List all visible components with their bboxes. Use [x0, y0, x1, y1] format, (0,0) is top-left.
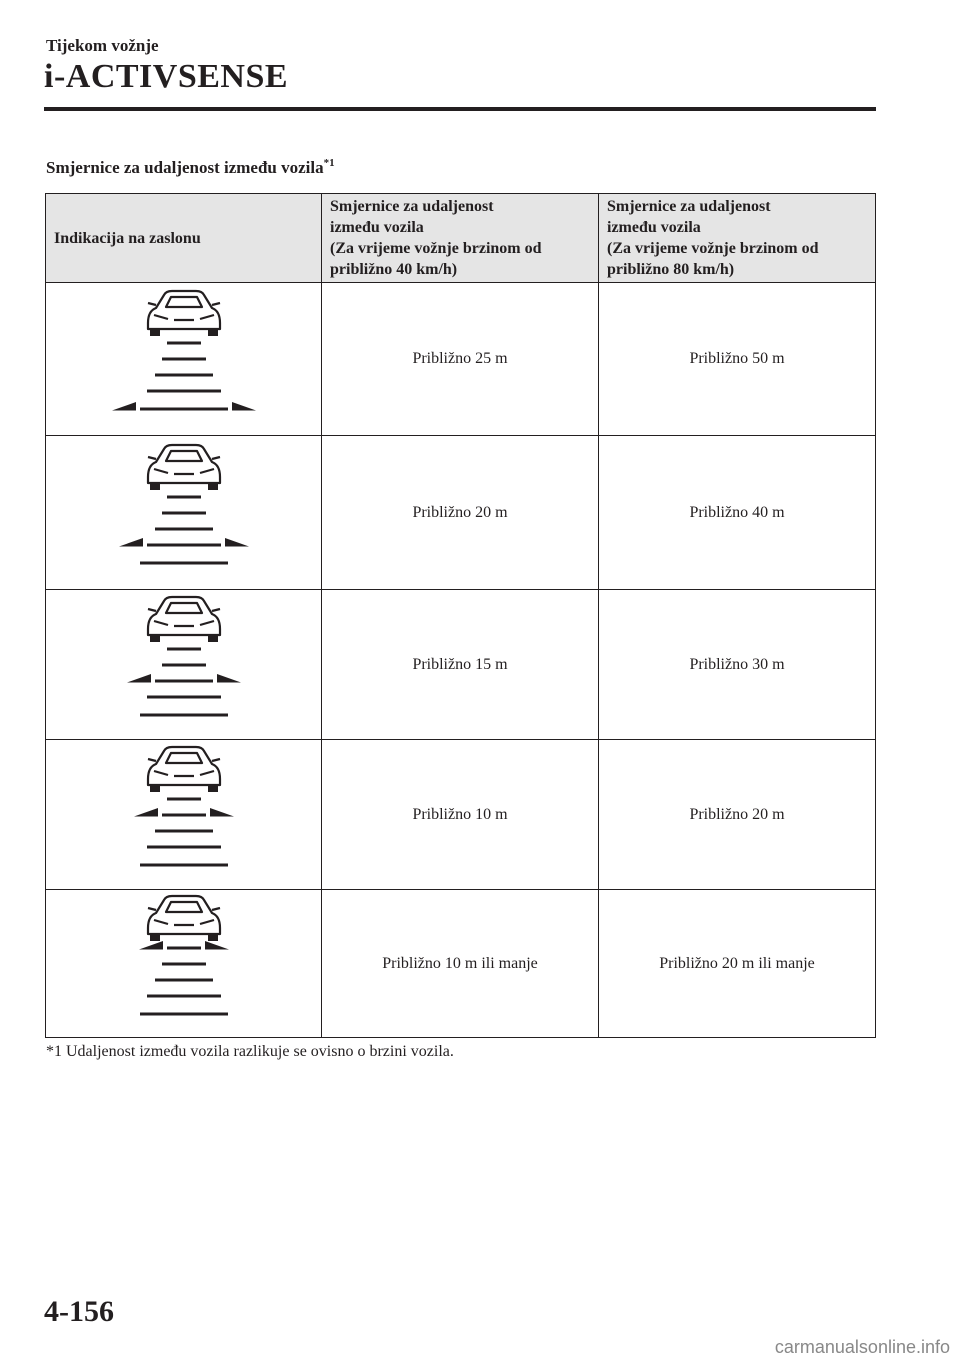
distance-80-cell: Približno 40 m	[599, 436, 876, 590]
car-icon	[148, 896, 220, 941]
arrow-right-icon	[225, 538, 249, 547]
watermark: carmanualsonline.info	[774, 1337, 950, 1357]
section-heading	[46, 157, 335, 178]
display-cell	[46, 590, 322, 740]
distance-80-cell: Približno 30 m	[599, 590, 876, 740]
distance-80-cell: Približno 50 m	[599, 283, 876, 436]
distance-bar	[162, 962, 206, 965]
distance-bar	[162, 511, 206, 514]
distance-40-cell: Približno 10 m ili manje	[322, 890, 599, 1038]
distance-guide-table	[45, 193, 876, 1038]
arrow-left-icon	[134, 808, 158, 817]
distance-40-cell: Približno 20 m	[322, 436, 599, 590]
table-row	[46, 283, 876, 436]
distance-bar	[155, 829, 213, 832]
car-icon	[148, 747, 220, 792]
page-number: 4-156	[44, 1295, 114, 1328]
distance-bar	[140, 863, 228, 866]
header-distance-80: Smjernice za udaljenost između vozila (Za vrijeme vožnje brzinom od približno 80 km/h)	[599, 194, 876, 283]
distance-40-cell: Približno 25 m	[322, 283, 599, 436]
distance-bar	[140, 713, 228, 716]
footnote-marker: *1	[323, 157, 335, 169]
distance-bar	[162, 813, 206, 816]
distance-bar	[147, 695, 221, 698]
car-distance-level-3-icon	[84, 595, 284, 735]
distance-bar	[140, 408, 228, 411]
page-title: i-ACTIVSENSE	[44, 58, 289, 95]
arrow-left-icon	[119, 538, 143, 547]
display-cell	[46, 436, 322, 590]
distance-40-cell: Približno 10 m	[322, 740, 599, 890]
car-icon	[148, 597, 220, 642]
car-icon	[148, 291, 220, 336]
arrow-right-icon	[232, 402, 256, 411]
car-distance-level-2-icon	[84, 443, 284, 583]
breadcrumb: Tijekom vožnje	[46, 36, 159, 55]
distance-bar	[147, 390, 221, 393]
distance-bar	[155, 679, 213, 682]
arrow-left-icon	[139, 941, 163, 950]
car-distance-level-1-icon	[84, 289, 284, 429]
table-row	[46, 436, 876, 590]
footnote: *1 Udaljenost između vozila razlikuje se ovisno o brzini vozila.	[46, 1043, 454, 1060]
arrow-right-icon	[205, 941, 229, 950]
car-distance-level-5-icon	[84, 894, 284, 1034]
distance-bar	[147, 994, 221, 997]
distance-bar	[147, 543, 221, 546]
distance-bar	[140, 561, 228, 564]
table-header-row	[46, 194, 876, 283]
display-cell	[46, 890, 322, 1038]
table-row	[46, 590, 876, 740]
table-row	[46, 740, 876, 890]
distance-bar	[155, 527, 213, 530]
distance-80-cell: Približno 20 m	[599, 740, 876, 890]
header-display-indication: Indikacija na zaslonu	[46, 194, 322, 283]
display-cell	[46, 283, 322, 436]
section-heading-text: Smjernice za udaljenost između vozila	[46, 158, 324, 177]
distance-80-cell: Približno 20 m ili manje	[599, 890, 876, 1038]
arrow-left-icon	[127, 674, 151, 683]
distance-bar	[147, 845, 221, 848]
table-row	[46, 890, 876, 1038]
distance-bar	[167, 797, 201, 800]
distance-40-cell: Približno 15 m	[322, 590, 599, 740]
distance-bar	[167, 495, 201, 498]
car-icon	[148, 445, 220, 490]
header-distance-40: Smjernice za udaljenost između vozila (Za vrijeme vožnje brzinom od približno 40 km/h)	[322, 194, 599, 283]
title-divider	[44, 107, 876, 111]
distance-bar	[167, 342, 201, 345]
distance-bar	[167, 647, 201, 650]
distance-bar	[162, 358, 206, 361]
distance-bar	[140, 1012, 228, 1015]
arrow-left-icon	[112, 402, 136, 411]
distance-bar	[155, 374, 213, 377]
arrow-right-icon	[210, 808, 234, 817]
arrow-right-icon	[217, 674, 241, 683]
distance-bar	[155, 978, 213, 981]
car-distance-level-4-icon	[84, 745, 284, 885]
display-cell	[46, 740, 322, 890]
distance-bar	[162, 663, 206, 666]
distance-bar	[167, 946, 201, 949]
